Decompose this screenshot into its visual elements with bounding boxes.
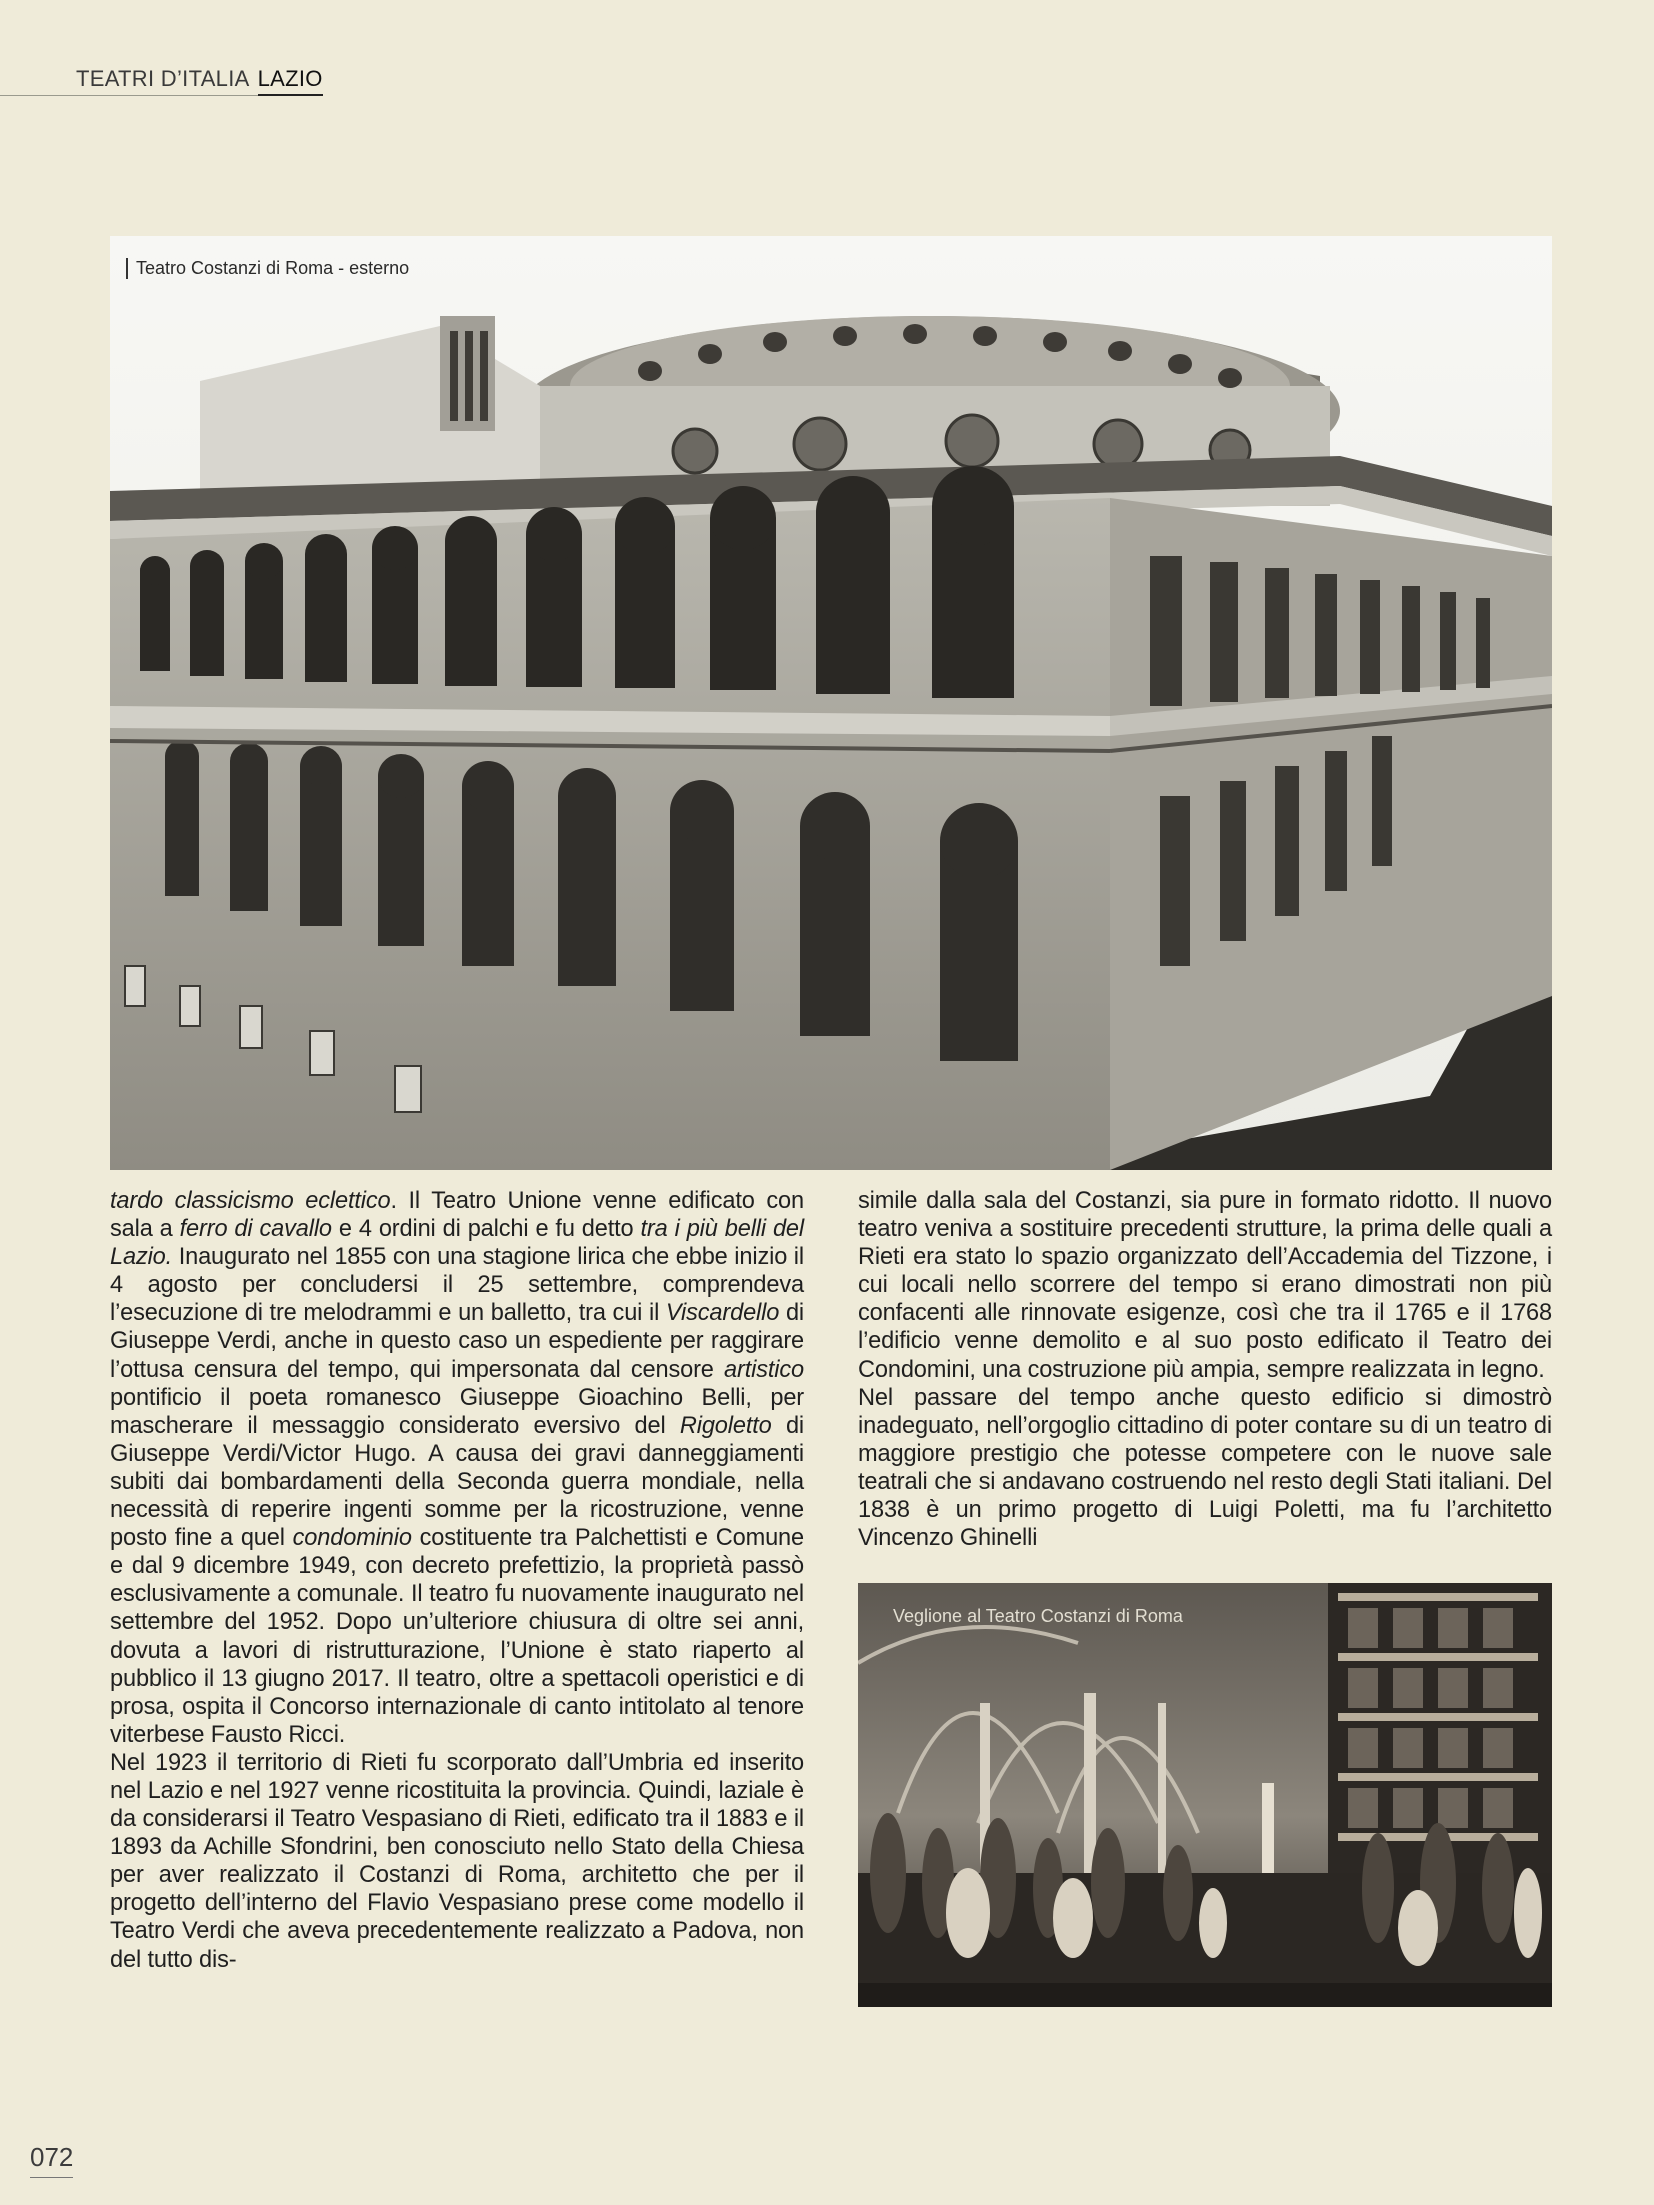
text-run: di Giuseppe Verdi/Victor Hugo. A causa dei gravi danneggiamenti subiti dai bombardamenti della Seconda guerra mondiale, nella necessità di reperire ingenti somme per la ricostruzione, venne posto fine a quel <box>110 1412 805 1552</box>
text-run: e 4 ordini di palchi e fu detto <box>331 1216 641 1243</box>
teatro-costanzi-exterior-photo <box>110 236 1552 1170</box>
running-header <box>76 66 323 92</box>
italic-phrase: ferro di cavallo <box>179 1216 332 1243</box>
italic-phrase: tra i più belli del Lazio. <box>110 1216 804 1271</box>
ballroom-engraving <box>858 1583 1552 2007</box>
italic-phrase: Rigoletto <box>679 1412 772 1439</box>
italic-phrase: condominio <box>292 1525 412 1552</box>
page-number: 072 <box>30 2142 73 2178</box>
text-run: . Il Teatro Unione venne edificato con sala a <box>110 1188 805 1243</box>
italic-phrase: Viscardello <box>665 1300 780 1327</box>
text-run: Inaugurato nel 1855 con una stagione lirica che ebbe inizio il 4 agosto per concludersi il 25 settembre, comprendeva l’esecuzione di tre melodrammi e un balletto, tra cui il <box>110 1244 804 1327</box>
italic-phrase: artistico <box>724 1356 804 1383</box>
italic-phrase: tardo classicismo eclettico <box>110 1188 391 1214</box>
paragraph-rieti-vespasiano: Nel 1923 il territorio di Rieti fu scorporato dall’Umbria ed inserito nel Lazio e nel 1927 venne ricostituita la provincia. Quindi, laziale è da considerarsi il Teatro Vespasiano di Rieti, edificato tra il 1883 e il 1893 da Achille Sfondrini, ben conosciuto nello Stato della Chiesa per aver realizzato il Costanzi di Roma, architetto che per il progetto dell’interno del Flavio Vespasiano prese come modello il Teatro Verdi che aveva precedentemente realizzato a Padova, non del tutto dis- <box>110 1749 804 1973</box>
ballroom-illustration <box>858 1583 1552 2007</box>
header-rule <box>0 95 295 96</box>
paragraph-teatro-unione <box>110 1187 804 1749</box>
exterior-photo-illustration <box>110 236 1552 1170</box>
paragraph-accademia-tizzone: simile dalla sala del Costanzi, sia pure in formato ridotto. Il nuovo teatro veniva a sostituire precedenti strutture, la prima delle quali a Rieti era stato lo spazio organizzato dell’Accademia del Tizzone, i cui locali nello scorrere del tempo si erano dimostrati non più confacenti alle rinnovate esigenze, così che tra il 1765 e il 1768 l’edificio venne demolito e al suo posto edificato il Teatro dei Condomini, una costruzione più ampia, sempre realizzata in legno. <box>858 1188 1552 1383</box>
text-column-left <box>110 1187 804 1974</box>
text-run: costituente tra Palchettisti e Comune e dal 9 dicembre 1949, con decreto prefettizio, la proprietà passò esclusivamente a comunale. Il teatro fu nuovamente inaugurato nel settembre del 1952. Dopo un’ulteriore chiusura di oltre sei anni, dovuta a lavori di ristrutturazione, l’Unione è stato riaperto al pubblico il 13 giugno 2017. Il teatro, oltre a spettacoli operistici e di prosa, ospita il Concorso internazionale di canto intitolato al tenore viterbese Fausto Ricci. <box>110 1525 804 1748</box>
paragraph-nuovo-teatro: Nel passare del tempo anche questo edificio si dimostrò inadeguato, nell’orgoglio cittadino di poter contare su di un teatro di maggiore prestigio che potesse competere con le nuove sale teatrali che si andavano costruendo nel resto degli Stati italiani. Del 1838 è un primo progetto di Luigi Poletti, ma fu l’architetto Vincenzo Ghinelli <box>858 1384 1552 1552</box>
exterior-photo-caption: Teatro Costanzi di Roma - esterno <box>126 258 409 279</box>
text-run: di Giuseppe Verdi, anche in questo caso un espediente per raggirare l’ottusa censura del tempo, qui impersonata dal censore <box>110 1300 805 1383</box>
ballroom-illustration-caption: Veglione al Teatro Costanzi di Roma <box>893 1606 1183 1626</box>
header-section: LAZIO <box>258 66 323 96</box>
text-run: pontificio il poeta romanesco Giuseppe Gioachino Belli, per mascherare il messaggio considerato eversivo del <box>110 1384 804 1439</box>
text-column-right <box>858 1187 1552 1552</box>
header-series: TEATRI D’ITALIA <box>76 66 250 91</box>
